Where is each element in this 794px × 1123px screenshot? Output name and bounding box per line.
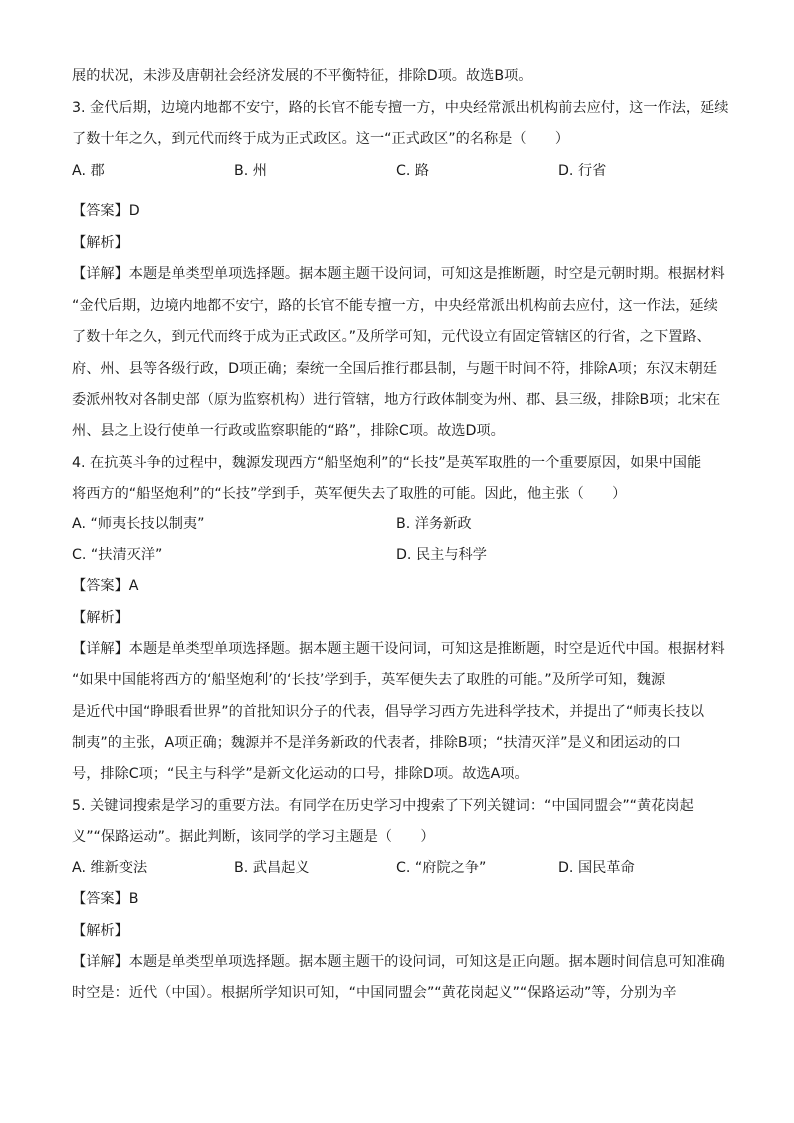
question-3-stem-cont: 了数十年之久，到元代而终于成为正式政区。这一“正式政区”的名称是（ ） bbox=[72, 131, 570, 147]
q3-analysis-label: 【解析】 bbox=[72, 235, 129, 251]
q3-option-d: D. 行省 bbox=[558, 163, 607, 179]
q4-option-a: A. “师夷长技以制夷” bbox=[72, 516, 205, 532]
q5-option-c: C. “府院之争” bbox=[396, 860, 487, 876]
question-3-stem: 3. 金代后期，边境内地都不安宁，路的长官不能专擅一方，中央经常派出机构前去应付，这一作法，延续 bbox=[72, 100, 728, 116]
q5-answer: 【答案】B bbox=[72, 891, 139, 907]
q5-option-b: B. 武昌起义 bbox=[234, 860, 310, 876]
q4-explanation-line: 制夷”的主张，A项正确；魏源并不是洋务新政的代表者，排除B项；“扶清灭洋”是义和团运动的口 bbox=[72, 735, 681, 751]
q3-explanation: 【详解】本题是单类型单项选择题。据本题主题干设问词，可知这是推断题，时空是元朝时期。根据材料 bbox=[72, 266, 725, 282]
text-line: 展的状况，未涉及唐朝社会经济发展的不平衡特征，排除D项。故选B项。 bbox=[72, 68, 533, 84]
q3-explanation-line: 了数十年之久，到元代而终于成为正式政区。”及所学可知，元代设立有固定管辖区的行省，之下置路、 bbox=[72, 329, 711, 345]
q3-explanation-line: 州、县之上设行使单一行政或监察职能的“路”，排除C项。故选D项。 bbox=[72, 423, 505, 439]
q4-analysis-label: 【解析】 bbox=[72, 610, 129, 626]
q4-option-b: B. 洋务新政 bbox=[396, 516, 472, 532]
q4-explanation: 【详解】本题是单类型单项选择题。据本题主题干设问词，可知这是推断题，时空是近代中国。根据材料 bbox=[72, 641, 725, 657]
q4-option-c: C. “扶清灭洋” bbox=[72, 547, 163, 563]
q3-option-b: B. 州 bbox=[234, 163, 267, 179]
q4-explanation-line: 是近代中国“睁眼看世界”的首批知识分子的代表，倡导学习西方先进科学技术，并提出了“师夷长技以 bbox=[72, 704, 705, 720]
q4-explanation-line: 号，排除C项；“民主与科学”是新文化运动的口号，排除D项。故选A项。 bbox=[72, 766, 529, 782]
q3-answer: 【答案】D bbox=[72, 203, 140, 219]
q5-option-a: A. 维新变法 bbox=[72, 860, 148, 876]
question-5-stem: 5. 关键词搜索是学习的重要方法。有同学在历史学习中搜索了下列关键词：“中国同盟会”“黄花岗起 bbox=[72, 798, 694, 814]
question-4-stem: 4. 在抗英斗争的过程中，魏源发现西方“船坚炮利”的“长技”是英军取胜的一个重要原因，如果中国能 bbox=[72, 455, 702, 471]
q5-option-d: D. 国民革命 bbox=[558, 860, 635, 876]
q4-answer: 【答案】A bbox=[72, 578, 139, 594]
question-5-stem-cont: 义”“保路运动”。据此判断，该同学的学习主题是（ ） bbox=[72, 829, 435, 845]
q3-explanation-line: 府、州、县等各级行政，D项正确；秦统一全国后推行郡县制，与题干时间不符，排除A项；东汉末朝廷 bbox=[72, 361, 717, 377]
question-4-stem-cont: 将西方的“船坚炮利”的“长技”学到手，英军便失去了取胜的可能。因此，他主张（ ） bbox=[72, 486, 627, 502]
q3-explanation-line: “金代后期，边境内地都不安宁，路的长官不能专擅一方，中央经常派出机构前去应付，这一作法，延续 bbox=[72, 298, 718, 314]
q4-explanation-line: “如果中国能将西方的‘船坚炮利’的‘长技’学到手，英军便失去了取胜的可能。”及所学可知，魏源 bbox=[72, 672, 666, 688]
q3-option-a: A. 郡 bbox=[72, 163, 105, 179]
q3-option-c: C. 路 bbox=[396, 163, 430, 179]
q5-explanation: 【详解】本题是单类型单项选择题。据本题主题干的设问词，可知这是正向题。据本题时间信息可知准确 bbox=[72, 954, 725, 970]
q5-analysis-label: 【解析】 bbox=[72, 923, 129, 939]
q4-option-d: D. 民主与科学 bbox=[396, 547, 487, 563]
q5-explanation-line: 时空是：近代（中国）。根据所学知识可知，“中国同盟会”“黄花岗起义”“保路运动”等，分别为辛 bbox=[72, 985, 677, 1001]
q3-explanation-line: 委派州牧对各制史部（原为监察机构）进行管辖，地方行政体制变为州、郡、县三级，排除B项；北宋在 bbox=[72, 392, 721, 408]
